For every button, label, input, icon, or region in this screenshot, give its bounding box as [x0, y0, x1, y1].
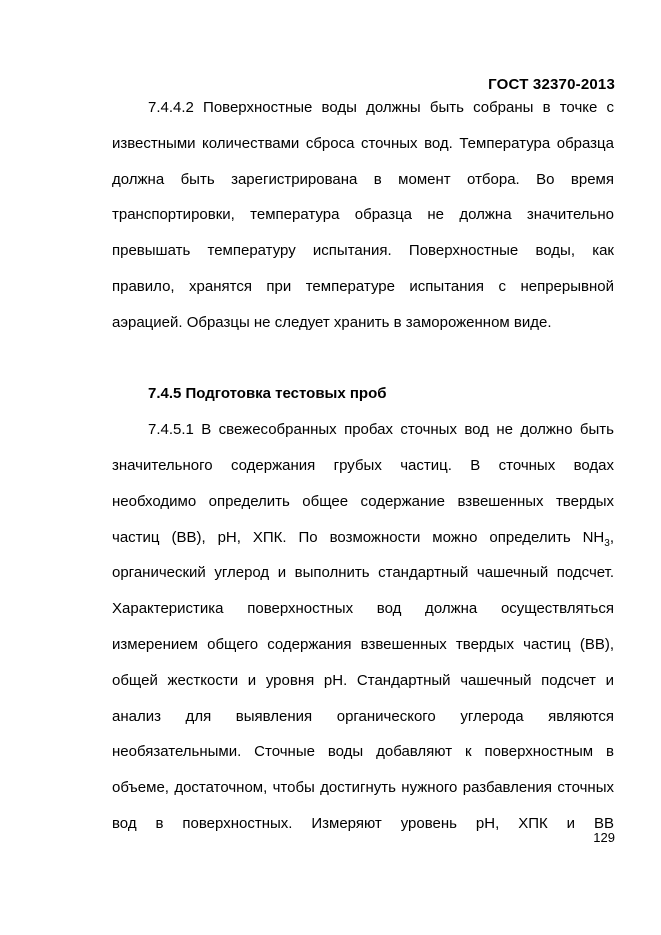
paragraph-line: превышать температуру испытания. Поверхностные воды, как: [112, 242, 614, 260]
paragraph-line: 7.4.5.1 В свежесобранных пробах сточных вод не должно быть: [148, 421, 614, 439]
page-number: 129: [593, 830, 615, 845]
paragraph-line: необходимо определить общее содержание взвешенных твердых: [112, 492, 614, 510]
paragraph-line: известными количествами сброса сточных вод. Температура образца: [112, 134, 614, 152]
paragraph-gap: [112, 347, 614, 383]
paragraph-line: Характеристика поверхностных вод должна осуществляться: [112, 600, 614, 618]
nh3-line-text: частиц (ВВ), рН, ХПК. По возможности можно определить NH: [112, 528, 605, 546]
paragraph-line: органический углерод и выполнить стандартный чашечный подсчет.: [112, 564, 614, 582]
paragraph-line: значительного содержания грубых частиц. В сточных водах: [112, 456, 614, 474]
paragraph-line: частиц (ВВ), рН, ХПК. По возможности можно определить $NH_3$,: [112, 528, 614, 549]
section-heading: 7.4.5 Подготовка тестовых проб: [148, 385, 387, 403]
document-body: [112, 96, 614, 848]
paragraph-line: анализ для выявления органического углерода являются: [112, 707, 614, 725]
nh3-subscript: 3: [604, 537, 610, 549]
paragraph-line: измерением общего содержания взвешенных твердых частиц (ВВ),: [112, 635, 614, 653]
paragraph-line: должна быть зарегистрирована в момент отбора. Во время: [112, 170, 614, 188]
paragraph-line: аэрацией. Образцы не следует хранить в замороженном виде.: [112, 313, 552, 331]
document-header: ГОСТ 32370-2013: [488, 76, 615, 93]
paragraph-line: необязательными. Сточные воды добавляют к поверхностным в: [112, 743, 614, 761]
paragraph-line: транспортировки, температура образца не должна значительно: [112, 206, 614, 224]
paragraph-line: общей жесткости и уровня рН. Стандартный чашечный подсчет и: [112, 671, 614, 689]
paragraph-line: правило, хранятся при температуре испытания с непрерывной: [112, 277, 614, 295]
paragraph-line: 7.4.4.2 Поверхностные воды должны быть собраны в точке с: [148, 99, 614, 116]
paragraph-line: объеме, достаточном, чтобы достигнуть нужного разбавления сточных: [112, 779, 614, 797]
paragraph-line: вод в поверхностных. Измеряют уровень рН, ХПК и ВВ: [112, 814, 614, 832]
